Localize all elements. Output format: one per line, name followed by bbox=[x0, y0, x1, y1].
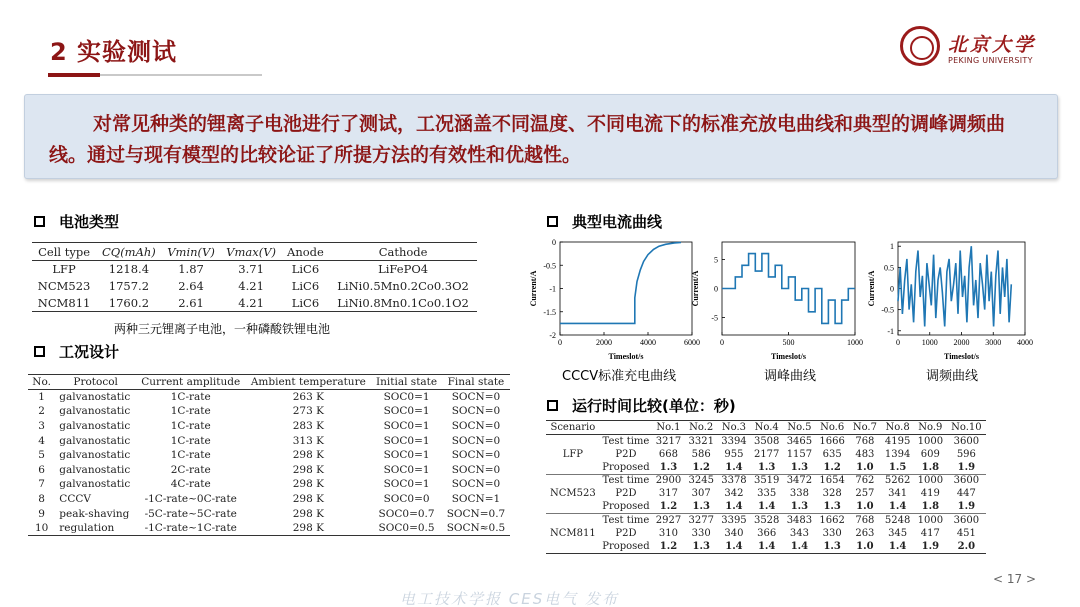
table-cell: 955 bbox=[724, 448, 744, 460]
table-row bbox=[28, 390, 510, 405]
column-header: Ambient temperature bbox=[245, 375, 371, 390]
table-cell: 668 bbox=[658, 448, 679, 460]
table-cell: LFP bbox=[52, 262, 76, 277]
table-row bbox=[546, 527, 986, 540]
table-cell: 283 K bbox=[292, 419, 324, 432]
col-vmin: Vmin(V) bbox=[162, 243, 221, 261]
table-cell: 1000 bbox=[917, 514, 944, 526]
table-cell: 451 bbox=[956, 527, 976, 539]
table-cell: 3245 bbox=[688, 475, 714, 487]
column-header: No.3 bbox=[718, 421, 751, 435]
table-cell: 3.71 bbox=[238, 262, 264, 277]
table-row bbox=[28, 492, 510, 507]
chart-svg bbox=[867, 236, 1035, 361]
metric-label: Test time bbox=[602, 514, 650, 526]
chart-caption-peak-shaving: 调峰曲线 bbox=[764, 369, 817, 384]
table-cell: SOCN=0 bbox=[451, 434, 501, 447]
table-cell: CCCV bbox=[59, 492, 91, 505]
metric-label: Proposed bbox=[602, 540, 650, 552]
y-tick-label: 0 bbox=[890, 284, 894, 294]
table-cell: 1.3 bbox=[692, 540, 710, 552]
x-tick-label: 500 bbox=[782, 338, 795, 347]
column-header: Final state bbox=[442, 375, 510, 390]
table-cell: 596 bbox=[956, 448, 976, 460]
table-cell: SOC0=1 bbox=[383, 463, 430, 476]
table-cell: 4.21 bbox=[238, 295, 264, 310]
table-cell: galvanostatic bbox=[59, 463, 131, 476]
table-cell: 1.5 bbox=[881, 461, 914, 474]
table-cell: SOC0=1 bbox=[383, 391, 430, 404]
table-cell: galvanostatic bbox=[59, 419, 131, 432]
table-cell: 1.4 bbox=[718, 461, 751, 474]
section-title: 典型电流曲线 bbox=[572, 213, 663, 231]
summary-text: 对常见种类的锂离子电池进行了测试，工况涵盖不同温度、不同电流下的标准充放电曲线和典型的调峰调频曲线。通过与现有模型的比较论证了所提方法的有效性和优越性。 bbox=[49, 113, 1006, 166]
cccv-chart bbox=[520, 236, 700, 361]
table-cell: SOCN≈0.5 bbox=[446, 521, 506, 534]
x-tick-label: 4000 bbox=[640, 338, 656, 347]
table-cell: SOCN=1 bbox=[451, 492, 501, 505]
table-cell: 1.4 bbox=[881, 500, 914, 513]
table-cell: SOCN=0 bbox=[451, 419, 501, 432]
table-cell: 4 bbox=[38, 434, 45, 447]
table-cell: 417 bbox=[920, 527, 940, 539]
y-tick-label: -1.5 bbox=[543, 307, 556, 317]
table-cell: 345 bbox=[888, 527, 908, 539]
table-cell: 447 bbox=[956, 488, 976, 500]
table-row bbox=[28, 477, 510, 492]
table-cell: 1C-rate bbox=[170, 391, 211, 404]
table-cell: 1C-rate bbox=[170, 405, 211, 418]
table-cell: 1394 bbox=[884, 448, 911, 460]
table-cell: 1157 bbox=[786, 448, 813, 460]
section-runtime bbox=[547, 395, 736, 416]
y-axis-label: Current/A bbox=[867, 270, 876, 307]
x-axis-label: Timeslot/s bbox=[944, 352, 979, 361]
section-title: 工况设计 bbox=[59, 343, 120, 361]
table-cell: 1662 bbox=[819, 514, 845, 526]
condition-table bbox=[28, 374, 510, 536]
col-capacity: CQ(mAh) bbox=[96, 243, 161, 261]
column-header: No.4 bbox=[750, 421, 783, 435]
chart-caption-cccv: CCCV标准充电曲线 bbox=[562, 369, 677, 384]
table-cell: 609 bbox=[920, 448, 940, 460]
table-cell: SOC0=1 bbox=[383, 478, 430, 491]
table-cell: 2177 bbox=[753, 448, 780, 460]
cell-type-note: 两种三元锂离子电池，一种磷酸铁锂电池 bbox=[114, 322, 331, 336]
table-cell: 342 bbox=[724, 488, 744, 500]
table-cell: 1.87 bbox=[178, 262, 204, 277]
university-logo bbox=[900, 26, 1040, 72]
table-cell: 768 bbox=[855, 435, 875, 447]
y-tick-label: 0 bbox=[714, 284, 718, 294]
table-cell: 1000 bbox=[917, 435, 944, 447]
table-cell: regulation bbox=[59, 521, 115, 534]
table-cell: 3483 bbox=[786, 514, 813, 526]
table-cell: 1.8 bbox=[914, 461, 947, 474]
table-cell: 1C-rate bbox=[170, 419, 211, 432]
table-cell: 1.0 bbox=[856, 540, 874, 552]
y-tick-label: -2 bbox=[549, 331, 556, 340]
col-vmax: Vmax(V) bbox=[220, 243, 281, 261]
table-cell: 1.8 bbox=[914, 500, 947, 513]
x-tick-label: 6000 bbox=[684, 338, 700, 347]
table-cell: LiNi0.8Mn0.1Co0.1O2 bbox=[337, 295, 469, 310]
table-cell: 298 K bbox=[292, 478, 324, 491]
table-cell: 4195 bbox=[884, 435, 911, 447]
table-cell: 10 bbox=[34, 521, 49, 534]
y-tick-label: 0.5 bbox=[884, 263, 894, 273]
table-cell: 1.4 bbox=[888, 540, 907, 552]
table-cell: 2C-rate bbox=[170, 463, 211, 476]
table-cell: 1 bbox=[38, 391, 45, 404]
table-cell: 330 bbox=[822, 527, 842, 539]
col-cathode: Cathode bbox=[329, 243, 477, 261]
table-cell: galvanostatic bbox=[59, 478, 131, 491]
summary-box bbox=[24, 94, 1058, 179]
table-cell: -1C-rate~0C-rate bbox=[144, 492, 237, 505]
table-cell: 1.2 bbox=[659, 540, 678, 552]
table-row bbox=[28, 404, 510, 419]
table-cell: 310 bbox=[658, 527, 679, 539]
table-cell: SOCN=0.7 bbox=[446, 507, 506, 520]
table-cell: 1.2 bbox=[816, 461, 849, 474]
table-cell: 1.2 bbox=[652, 500, 685, 513]
table-row bbox=[546, 474, 986, 487]
table-cell: 1.2 bbox=[685, 461, 718, 474]
bullet-square-icon bbox=[547, 400, 558, 411]
table-cell: 330 bbox=[691, 527, 711, 539]
table-cell: 3600 bbox=[953, 514, 980, 526]
scenario-cell: LFP bbox=[546, 435, 600, 475]
table-cell: 1.4 bbox=[790, 540, 809, 552]
table-cell: -5C-rate~5C-rate bbox=[144, 507, 237, 520]
table-cell: 1C-rate bbox=[170, 434, 211, 447]
table-cell: 635 bbox=[822, 448, 842, 460]
table-row bbox=[546, 461, 986, 474]
table-cell: 3600 bbox=[953, 475, 980, 487]
table-cell: 273 K bbox=[292, 405, 324, 418]
bullet-square-icon bbox=[34, 216, 45, 227]
table-cell: SOC0=0 bbox=[383, 492, 430, 505]
table-row bbox=[546, 487, 986, 500]
x-tick-label: 0 bbox=[720, 338, 724, 347]
table-cell: 762 bbox=[855, 475, 875, 487]
x-axis-label: Timeslot/s bbox=[608, 352, 644, 361]
column-header: No.9 bbox=[914, 421, 947, 435]
series-line bbox=[722, 254, 855, 324]
table-cell: 1.3 bbox=[823, 540, 841, 552]
table-row bbox=[32, 278, 477, 295]
y-axis-label: Current/A bbox=[691, 270, 700, 307]
table-row bbox=[28, 419, 510, 434]
table-cell: 335 bbox=[757, 488, 777, 500]
column-header: No. bbox=[28, 375, 55, 390]
table-cell: 8 bbox=[38, 492, 45, 505]
table-cell: 317 bbox=[658, 488, 679, 500]
table-cell: 2927 bbox=[655, 514, 682, 526]
table-cell: NCM523 bbox=[37, 279, 91, 293]
page-title: 2 实验测试 bbox=[50, 38, 178, 66]
table-cell: 298 K bbox=[292, 449, 324, 462]
bullet-square-icon bbox=[34, 346, 45, 357]
table-cell: 4.21 bbox=[238, 279, 264, 293]
table-cell: 263 bbox=[855, 527, 875, 539]
column-header: No.1 bbox=[652, 421, 685, 435]
table-cell: SOC0=1 bbox=[383, 419, 430, 432]
table-cell: galvanostatic bbox=[59, 391, 131, 404]
table-cell: 768 bbox=[855, 514, 875, 526]
table-cell: 1.9 bbox=[947, 500, 986, 513]
scenario-cell: NCM811 bbox=[550, 527, 596, 539]
metric-label: Test time bbox=[602, 435, 650, 447]
cell-type-table bbox=[32, 242, 477, 312]
y-axis-label: Current/A bbox=[529, 270, 538, 307]
footer-watermark: 电工技术学报 CES电气 发布 bbox=[400, 590, 620, 607]
title-underline-accent bbox=[48, 73, 100, 77]
table-cell: 1.4 bbox=[725, 540, 743, 552]
table-cell: 3528 bbox=[753, 514, 780, 526]
table-cell: 1.3 bbox=[652, 461, 685, 474]
column-header: Current amplitude bbox=[136, 375, 245, 390]
table-cell: 1C-rate bbox=[170, 449, 211, 462]
table-cell: SOC0=1 bbox=[383, 405, 430, 418]
column-header: No.5 bbox=[783, 421, 816, 435]
table-cell: LiNi0.5Mn0.2Co0.3O2 bbox=[337, 279, 469, 293]
table-cell: 419 bbox=[920, 488, 940, 500]
table-cell: SOCN=0 bbox=[451, 391, 501, 404]
table-cell: 5 bbox=[38, 449, 45, 462]
table-cell: 1.0 bbox=[849, 461, 882, 474]
table-cell: SOC0=1 bbox=[383, 449, 430, 462]
table-cell: 1.4 bbox=[718, 500, 751, 513]
table-row bbox=[546, 448, 986, 461]
section-battery-types bbox=[34, 211, 119, 232]
table-cell: 313 K bbox=[292, 434, 324, 447]
table-cell: 3508 bbox=[753, 435, 780, 447]
table-cell: 1.4 bbox=[757, 540, 776, 552]
table-cell: 3600 bbox=[953, 435, 980, 447]
chart-svg bbox=[520, 236, 700, 361]
chart-caption-regulation: 调频曲线 bbox=[926, 369, 979, 384]
table-cell: 298 K bbox=[292, 463, 324, 476]
table-cell: 5248 bbox=[884, 514, 911, 526]
table-cell: SOCN=0 bbox=[451, 478, 501, 491]
column-header: Protocol bbox=[55, 375, 136, 390]
table-cell: 298 K bbox=[292, 521, 324, 534]
column-header: No.10 bbox=[947, 421, 986, 435]
table-cell: 2900 bbox=[655, 475, 682, 487]
y-tick-label: -0.5 bbox=[543, 261, 556, 271]
table-cell: SOCN=0 bbox=[451, 405, 501, 418]
x-tick-label: 1000 bbox=[921, 338, 938, 347]
table-cell: LiC6 bbox=[291, 262, 320, 277]
table-cell: 6 bbox=[38, 463, 45, 476]
table-cell: NCM811 bbox=[37, 295, 91, 310]
scenario-cell: NCM523 bbox=[546, 474, 600, 514]
runtime-table bbox=[546, 420, 986, 554]
regulation-chart bbox=[867, 236, 1035, 361]
table-cell: 3 bbox=[38, 419, 45, 432]
table-cell: SOCN=0 bbox=[451, 463, 501, 476]
metric-label: P2D bbox=[615, 527, 637, 539]
table-cell: 1.9 bbox=[921, 540, 940, 552]
table-cell: 2.64 bbox=[178, 279, 204, 293]
metric-label: P2D bbox=[615, 448, 637, 460]
x-axis-label: Timeslot/s bbox=[771, 352, 806, 361]
x-tick-label: 3000 bbox=[985, 338, 1002, 347]
table-row bbox=[28, 448, 510, 463]
column-header: Scenario bbox=[546, 421, 600, 435]
x-tick-label: 2000 bbox=[596, 338, 612, 347]
table-cell: 307 bbox=[691, 488, 711, 500]
metric-label: P2D bbox=[615, 488, 637, 500]
table-cell: 1654 bbox=[819, 475, 845, 487]
metric-label: Proposed bbox=[600, 500, 652, 513]
logo-english-name: PEKING UNIVERSITY bbox=[948, 56, 1033, 65]
table-row bbox=[28, 433, 510, 448]
series-line bbox=[560, 243, 681, 324]
table-cell: galvanostatic bbox=[59, 449, 131, 462]
y-tick-label: -0.5 bbox=[881, 305, 894, 315]
table-cell: -1C-rate~1C-rate bbox=[144, 521, 237, 534]
table-cell: LiFePO4 bbox=[378, 262, 429, 277]
table-cell: 3378 bbox=[721, 475, 747, 487]
table-cell: 3465 bbox=[786, 435, 813, 447]
table-cell: 1.9 bbox=[947, 461, 986, 474]
table-cell: 1.3 bbox=[750, 461, 783, 474]
table-cell: 338 bbox=[789, 488, 809, 500]
table-cell: SOC0=1 bbox=[383, 434, 430, 447]
table-cell: 4C-rate bbox=[170, 478, 211, 491]
y-tick-label: -1 bbox=[549, 284, 556, 294]
table-cell: 1760.2 bbox=[108, 295, 150, 310]
table-cell: 1.0 bbox=[849, 500, 882, 513]
university-seal-icon bbox=[900, 26, 940, 66]
table-row bbox=[28, 521, 510, 536]
section-conditions bbox=[34, 341, 119, 362]
plot-frame bbox=[560, 242, 692, 335]
column-header: No.7 bbox=[849, 421, 882, 435]
table-row bbox=[546, 500, 986, 513]
table-cell: SOCN=0 bbox=[451, 449, 501, 462]
column-header: No.8 bbox=[881, 421, 914, 435]
table-cell: 1218.4 bbox=[108, 262, 150, 277]
x-tick-label: 1000 bbox=[847, 338, 863, 347]
y-tick-label: -5 bbox=[711, 313, 718, 323]
y-tick-label: -1 bbox=[887, 326, 894, 336]
table-cell: 1000 bbox=[917, 475, 944, 487]
table-cell: 586 bbox=[691, 448, 711, 460]
table-cell: 2.61 bbox=[178, 295, 204, 310]
x-tick-label: 2000 bbox=[953, 338, 970, 347]
table-cell: 3394 bbox=[721, 435, 747, 447]
metric-label: Proposed bbox=[600, 461, 652, 474]
table-cell: 3321 bbox=[688, 435, 714, 447]
table-cell: 3519 bbox=[753, 475, 780, 487]
table-cell: 483 bbox=[855, 448, 875, 460]
table-row bbox=[546, 540, 986, 553]
table-cell: 1666 bbox=[819, 435, 845, 447]
x-tick-label: 0 bbox=[558, 338, 562, 347]
bullet-square-icon bbox=[547, 216, 558, 227]
column-header bbox=[600, 421, 652, 435]
col-cell-type: Cell type bbox=[32, 243, 96, 261]
table-cell: 340 bbox=[724, 527, 744, 539]
x-tick-label: 4000 bbox=[1017, 338, 1033, 347]
table-cell: 5262 bbox=[884, 475, 911, 487]
table-cell: 9 bbox=[38, 507, 45, 520]
table-row bbox=[546, 514, 986, 527]
table-cell: 2 bbox=[38, 405, 45, 418]
table-cell: 343 bbox=[789, 527, 809, 539]
table-row bbox=[546, 435, 986, 448]
table-cell: SOC0=0.7 bbox=[378, 507, 435, 520]
table-cell: 298 K bbox=[292, 507, 324, 520]
table-cell: 1.3 bbox=[816, 500, 849, 513]
x-tick-label: 0 bbox=[896, 338, 900, 347]
table-cell: 366 bbox=[757, 527, 777, 539]
series-line bbox=[898, 246, 1011, 326]
table-cell: 298 K bbox=[292, 492, 324, 505]
table-cell: 328 bbox=[822, 488, 842, 500]
table-row bbox=[32, 295, 477, 312]
logo-chinese-name: 北京大学 bbox=[948, 34, 1037, 56]
col-anode: Anode bbox=[282, 243, 329, 261]
section-current-curves bbox=[547, 211, 662, 232]
table-cell: 1.3 bbox=[685, 500, 718, 513]
table-cell: LiC6 bbox=[291, 279, 320, 293]
table-cell: 341 bbox=[888, 488, 908, 500]
section-title: 电池类型 bbox=[59, 213, 120, 231]
table-row bbox=[32, 261, 477, 278]
y-tick-label: 5 bbox=[714, 255, 718, 265]
table-row bbox=[28, 462, 510, 477]
table-cell: 3472 bbox=[786, 475, 813, 487]
table-cell: 2.0 bbox=[957, 540, 976, 552]
table-cell: 3217 bbox=[655, 435, 682, 447]
column-header: Initial state bbox=[371, 375, 442, 390]
table-cell: peak-shaving bbox=[59, 507, 130, 520]
table-cell: 1.3 bbox=[783, 461, 816, 474]
section-title: 运行时间比较(单位：秒) bbox=[572, 397, 736, 415]
page-number: < 17 > bbox=[993, 572, 1037, 586]
y-tick-label: 1 bbox=[890, 242, 894, 252]
y-tick-label: 0 bbox=[552, 238, 556, 247]
table-cell: 1.3 bbox=[783, 500, 816, 513]
table-cell: 1.4 bbox=[750, 500, 783, 513]
column-header: No.2 bbox=[685, 421, 718, 435]
table-cell: SOC0=0.5 bbox=[378, 521, 435, 534]
column-header: No.6 bbox=[816, 421, 849, 435]
table-cell: 3395 bbox=[721, 514, 747, 526]
table-cell: 1757.2 bbox=[108, 279, 150, 293]
table-cell: LiC6 bbox=[291, 295, 320, 310]
table-cell: 3277 bbox=[688, 514, 714, 526]
table-cell: galvanostatic bbox=[59, 405, 131, 418]
table-cell: 257 bbox=[855, 488, 875, 500]
table-cell: galvanostatic bbox=[59, 434, 131, 447]
table-row bbox=[28, 506, 510, 521]
table-cell: 7 bbox=[38, 478, 45, 491]
table-cell: 263 K bbox=[292, 391, 324, 404]
metric-label: Test time bbox=[602, 475, 650, 487]
